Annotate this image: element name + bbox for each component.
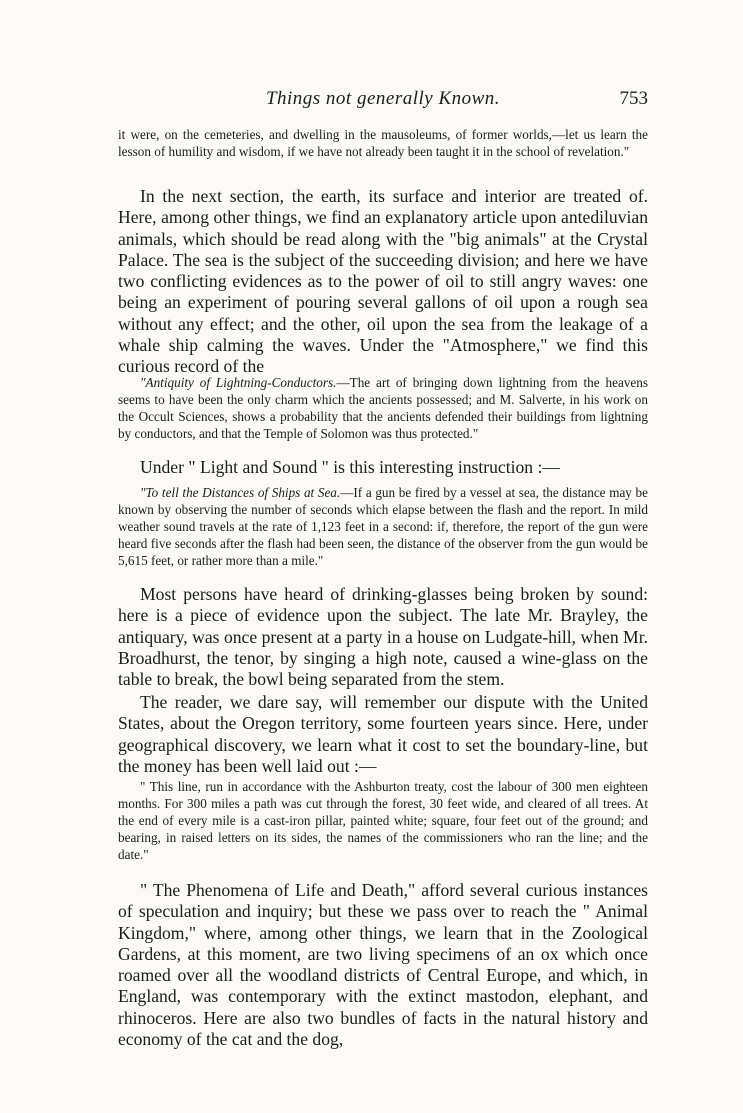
- phenomena-paragraph: " The Phenomena of Life and Death," afford several curious instances of speculation and inquiry; but these we pass over to reach the " Animal Kingdom," where, among other things, we learn that in the Zoological Gardens, at this moment, are two living specimens of an ox which once roamed over all the woodland districts of Central Europe, and which, in England, was contemporary with the extinct mastodon, elephant, and rhinoceros. Here are also two bundles of facts in the natural history and economy of the cat and the dog,: [118, 880, 648, 1050]
- running-title: Things not generally Known.: [265, 88, 501, 109]
- drinking-glasses-paragraph: Most persons have heard of drinking-glasses being broken by sound: here is a piece of evidence upon the subject. The late Mr. Brayley, the antiquary, was once present at a party in a house on Ludgate-hill, when Mr. Broadhurst, the tenor, by singing a high note, caused a wine-glass on the table to break, the bowl being separated from the stem.: [118, 584, 648, 690]
- opening-quote-end: it were, on the cemeteries, and dwelling in the mausoleums, of former worlds,—let us learn the lesson of humility and wisdom, if we have not already been taught it in the school of revelation.": [118, 127, 648, 159]
- oregon-paragraph: The reader, we dare say, will remember our dispute with the United States, about the Oregon territory, some fourteen years since. Here, under geographical discovery, we learn what it cost to set the boundary-line, but the money has been well laid out :—: [118, 692, 648, 776]
- quote-title: "To tell the Distances of Ships at Sea.: [140, 485, 341, 500]
- quote-body: —The art of bringing down lightning from the heavens seems to have been the only charm which the ancients possessed; and M. Salverte, in his work on the Occult Sciences, shows a probability that the ancients defended their buildings from lightning by conductors, and that the Temple of Solomon was thus protected.": [118, 375, 648, 441]
- page-header: [118, 88, 648, 118]
- light-sound-intro: Under " Light and Sound " is this interesting instruction :—: [140, 457, 560, 477]
- boundary-line-quote: " This line, run in accordance with the Ashburton treaty, cost the labour of 300 men eighteen months. For 300 miles a path was cut through the forest, 30 feet wide, and cleared of all trees. At the end of every mile is a cast-iron pillar, painted white; square, four feet out of the ground; and bearing, in raised letters on its sides, the names of the commissioners who ran the line; and the date.": [118, 779, 648, 862]
- lightning-conductors-quote: [118, 374, 648, 442]
- page-number: 753: [619, 88, 648, 109]
- ships-distance-quote: [118, 484, 648, 569]
- section-earth-paragraph: In the next section, the earth, its surface and interior are treated of. Here, among other things, we find an explanatory article upon antediluvian animals, which should be read along with the "big animals" at the Crystal Palace. The sea is the subject of the succeeding division; and here we have two conflicting evidences as to the power of oil to still angry waves: one being an experiment of pouring several gallons of oil upon a rough sea without any effect; and the other, oil upon the sea from the leakage of a whale ship calming the waves. Under the "Atmosphere," we find this curious record of the: [118, 186, 648, 377]
- quote-body: —If a gun be fired by a vessel at sea, the distance may be known by observing the number of seconds which elapse between the flash and the report. In mild weather sound travels at the rate of 1,123 feet in a second: if, therefore, the report of the gun were heard five seconds after the flash had been seen, the distance of the observer from the gun would be 5,615 feet, or rather more than a mile.": [118, 485, 648, 568]
- quote-title: "Antiquity of Lightning-Conductors.: [140, 375, 337, 390]
